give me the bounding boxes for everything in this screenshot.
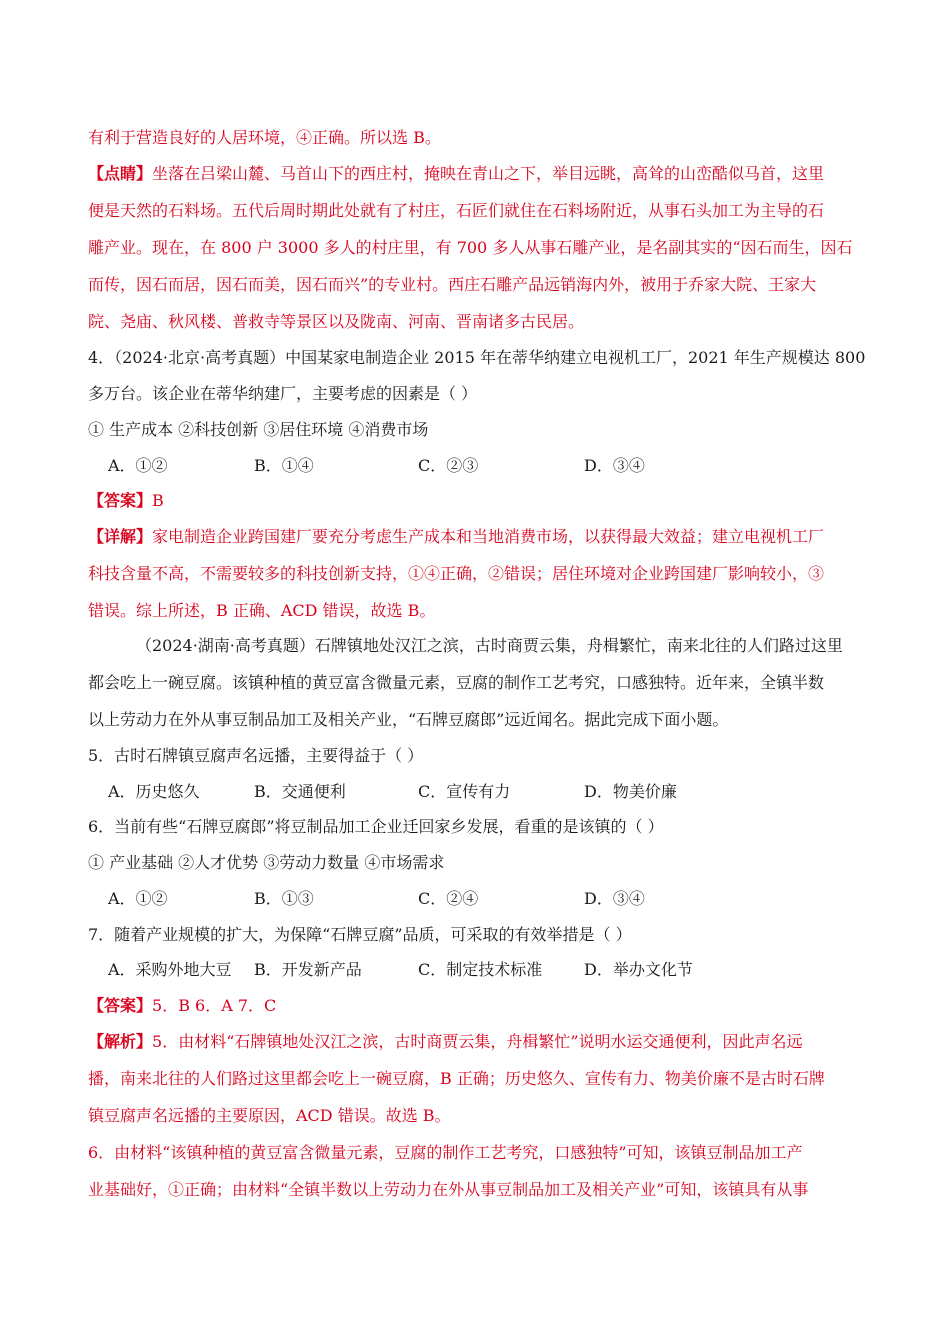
option-a: A．①② — [108, 889, 168, 908]
tip-paragraph-line — [88, 164, 868, 184]
question-7-stem: 7．随着产业规模的扩大，为保障“石牌豆腐”品质，可采取的有效举措是（ ） — [88, 925, 632, 944]
question-4-detail: 科技含量不高，不需要较多的科技创新支持，①④正确，②错误；居住环境对企业跨国建厂影响较小，③ — [88, 564, 825, 583]
question-5-options — [108, 782, 868, 802]
option-b: B．①③ — [254, 889, 314, 908]
question-4-stem: 4．（2024·北京·高考真题）中国某家电制造企业 2015 年在蒂华纳建立电视机工厂，2021 年生产规模达 800 — [88, 348, 866, 367]
answer-tag: 【答案】 — [88, 996, 153, 1015]
option-c: C．宣传有力 — [418, 782, 511, 801]
option-b: B．开发新产品 — [254, 960, 362, 979]
analysis-line: 镇豆腐声名远播的主要原因，ACD 错误。故选 B。 — [88, 1106, 451, 1125]
question-4-stem: 多万台。该企业在蒂华纳建厂，主要考虑的因素是（ ） — [88, 384, 478, 403]
answers-line — [88, 996, 868, 1016]
option-c: C．②③ — [418, 456, 479, 475]
question-5-stem: 5．古时石牌镇豆腐声名远播，主要得益于（ ） — [88, 746, 424, 765]
analysis-line: 6．由材料“该镇种植的黄豆富含微量元素，豆腐的制作工艺考究，口感独特”可知，该镇豆制品加工产 — [88, 1143, 803, 1162]
option-c: C．②④ — [418, 889, 479, 908]
option-b: B．①④ — [254, 456, 314, 475]
answers-text: 5．B 6．A 7．C — [152, 996, 277, 1015]
material-paragraph: 都会吃上一碗豆腐。该镇种植的黄豆富含微量元素，豆腐的制作工艺考究，口感独特。近年来，全镇半数 — [88, 673, 825, 692]
option-b: B．交通便利 — [254, 782, 346, 801]
analysis-tag: 【解析】 — [88, 1032, 153, 1051]
answer-tag: 【答案】 — [88, 491, 153, 510]
option-c: C．制定技术标准 — [418, 960, 543, 979]
question-4-options — [108, 456, 868, 476]
option-d: D．③④ — [584, 456, 645, 475]
detail-text: 家电制造企业跨国建厂要充分考虑生产成本和当地消费市场，以获得最大效益；建立电视机工厂 — [152, 527, 825, 546]
analysis-line: 播，南来北往的人们路过这里都会吃上一碗豆腐，B 正确；历史悠久、宣传有力、物美价廉不是古时石牌 — [88, 1069, 825, 1088]
analysis-line: 业基础好，①正确；由材料“全镇半数以上劳动力在外从事豆制品加工及相关产业”可知，该镇具有从事 — [88, 1180, 809, 1199]
option-d: D．③④ — [584, 889, 645, 908]
question-4-detail — [88, 527, 868, 547]
analysis-text: 5．由材料“石牌镇地处汉江之滨，古时商贾云集，舟楫繁忙”说明水运交通便利，因此声名远 — [152, 1032, 803, 1051]
option-a: A．①② — [108, 456, 168, 475]
question-6-stem: 6．当前有些“石牌豆腐郎”将豆制品加工企业迁回家乡发展，看重的是该镇的（ ） — [88, 817, 664, 836]
material-paragraph: 以上劳动力在外从事豆制品加工及相关产业，“石牌豆腐郎”远近闻名。据此完成下面小题。 — [88, 710, 729, 729]
option-d: D．举办文化节 — [584, 960, 693, 979]
question-4-items: ① 生产成本 ②科技创新 ③居住环境 ④消费市场 — [88, 420, 429, 439]
tip-paragraph-line: 雕产业。现在，在 800 户 3000 多人的村庄里，有 700 多人从事石雕产业，是名副其实的“因石而生，因石 — [88, 238, 853, 257]
tip-text: 坐落在吕梁山麓、马首山下的西庄村，掩映在青山之下，举目远眺，高耸的山峦酷似马首，这里 — [152, 164, 825, 183]
detail-tag: 【详解】 — [88, 527, 153, 546]
question-4-detail: 错误。综上所述，B 正确、ACD 错误，故选 B。 — [88, 601, 436, 620]
text-line: 有利于营造良好的人居环境，④正确。所以选 B。 — [88, 128, 441, 147]
question-7-options — [108, 960, 868, 980]
material-paragraph: （2024·湖南·高考真题）石牌镇地处汉江之滨，古时商贾云集，舟楫繁忙，南来北往的人们路过这里 — [136, 636, 843, 655]
option-a: A．采购外地大豆 — [108, 960, 232, 979]
question-4-answer — [88, 491, 868, 511]
tip-paragraph-line: 院、尧庙、秋风楼、普救寺等景区以及陇南、河南、晋南诸多古民居。 — [88, 312, 585, 331]
analysis-line — [88, 1032, 868, 1052]
option-a: A．历史悠久 — [108, 782, 200, 801]
tip-paragraph-line: 便是天然的石料场。五代后周时期此处就有了村庄，石匠们就住在石料场附近，从事石头加工为主导的石 — [88, 201, 825, 220]
question-6-items: ① 产业基础 ②人才优势 ③劳动力数量 ④市场需求 — [88, 853, 445, 872]
answer-value: B — [152, 491, 164, 510]
option-d: D．物美价廉 — [584, 782, 677, 801]
tip-paragraph-line: 而传，因石而居，因石而美，因石而兴”的专业村。西庄石雕产品远销海内外，被用于乔家大院、王家大 — [88, 275, 817, 294]
question-6-options — [108, 889, 868, 909]
tip-tag: 【点睛】 — [88, 164, 153, 183]
